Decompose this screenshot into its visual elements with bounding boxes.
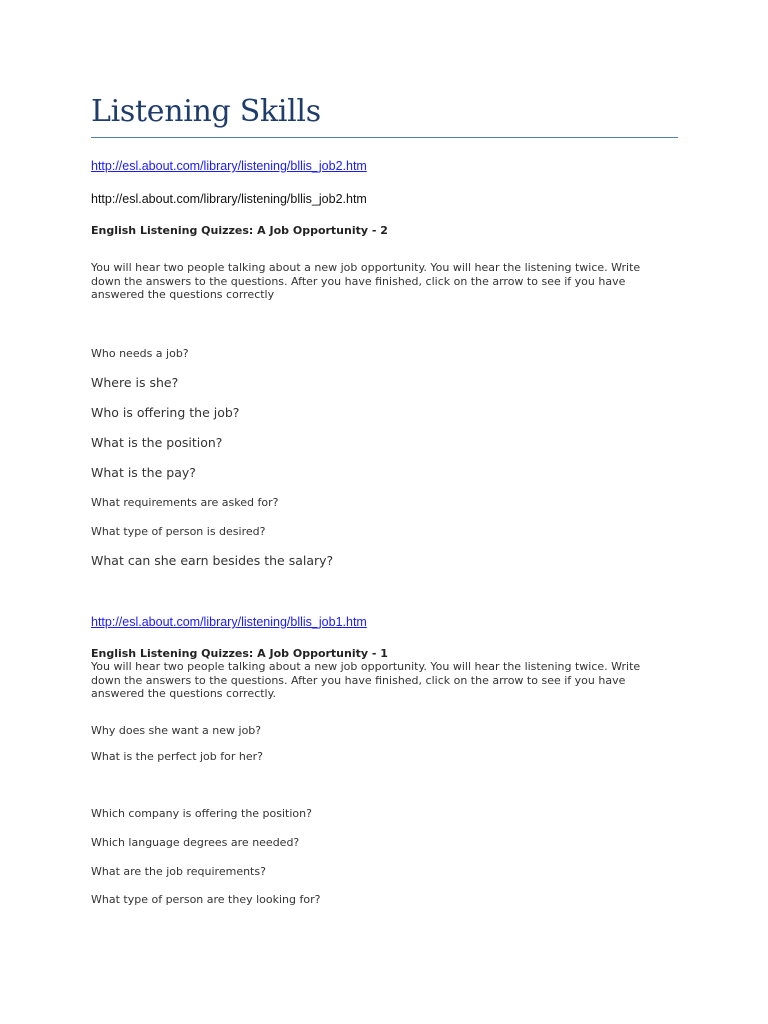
quiz-2-heading: English Listening Quizzes: A Job Opportunity - 2 xyxy=(91,224,388,237)
quiz-1-question: Which company is offering the position? xyxy=(91,807,312,820)
quiz-2-question: What is the pay? xyxy=(91,465,196,480)
quiz-2-question: What is the position? xyxy=(91,435,223,450)
title-divider xyxy=(91,137,678,138)
quiz-1-question: What type of person are they looking for? xyxy=(91,893,321,906)
quiz-2-question: What type of person is desired? xyxy=(91,525,266,538)
quiz-1-question: Why does she want a new job? xyxy=(91,724,262,737)
quiz-2-question: Who is offering the job? xyxy=(91,405,240,420)
quiz-1-question: What are the job requirements? xyxy=(91,865,266,878)
quiz-2-question: What requirements are asked for? xyxy=(91,496,279,509)
quiz-2-question: Where is she? xyxy=(91,375,179,390)
quiz-2-url-text: http://esl.about.com/library/listening/bllis_job2.htm xyxy=(91,192,367,206)
page-title: Listening Skills xyxy=(91,94,321,129)
quiz-2-question: Who needs a job? xyxy=(91,347,189,360)
quiz-2-question: What can she earn besides the salary? xyxy=(91,553,334,568)
quiz-2-link[interactable]: http://esl.about.com/library/listening/bllis_job2.htm xyxy=(91,159,367,173)
quiz-2-instructions: You will hear two people talking about a new job opportunity. You will hear the listening twice. Write down the answers to the questions. After you have finished, click on the arrow to see if you have answered the questions correctly xyxy=(91,261,641,302)
quiz-1-link[interactable]: http://esl.about.com/library/listening/bllis_job1.htm xyxy=(91,615,367,629)
quiz-1-heading: English Listening Quizzes: A Job Opportunity - 1 xyxy=(91,647,388,660)
quiz-1-question: What is the perfect job for her? xyxy=(91,750,263,763)
quiz-1-instructions: You will hear two people talking about a new job opportunity. You will hear the listening twice. Write down the answers to the questions. After you have finished, click on the arrow to see if you have answered the questions correctly. xyxy=(91,660,641,701)
quiz-1-question: Which language degrees are needed? xyxy=(91,836,300,849)
